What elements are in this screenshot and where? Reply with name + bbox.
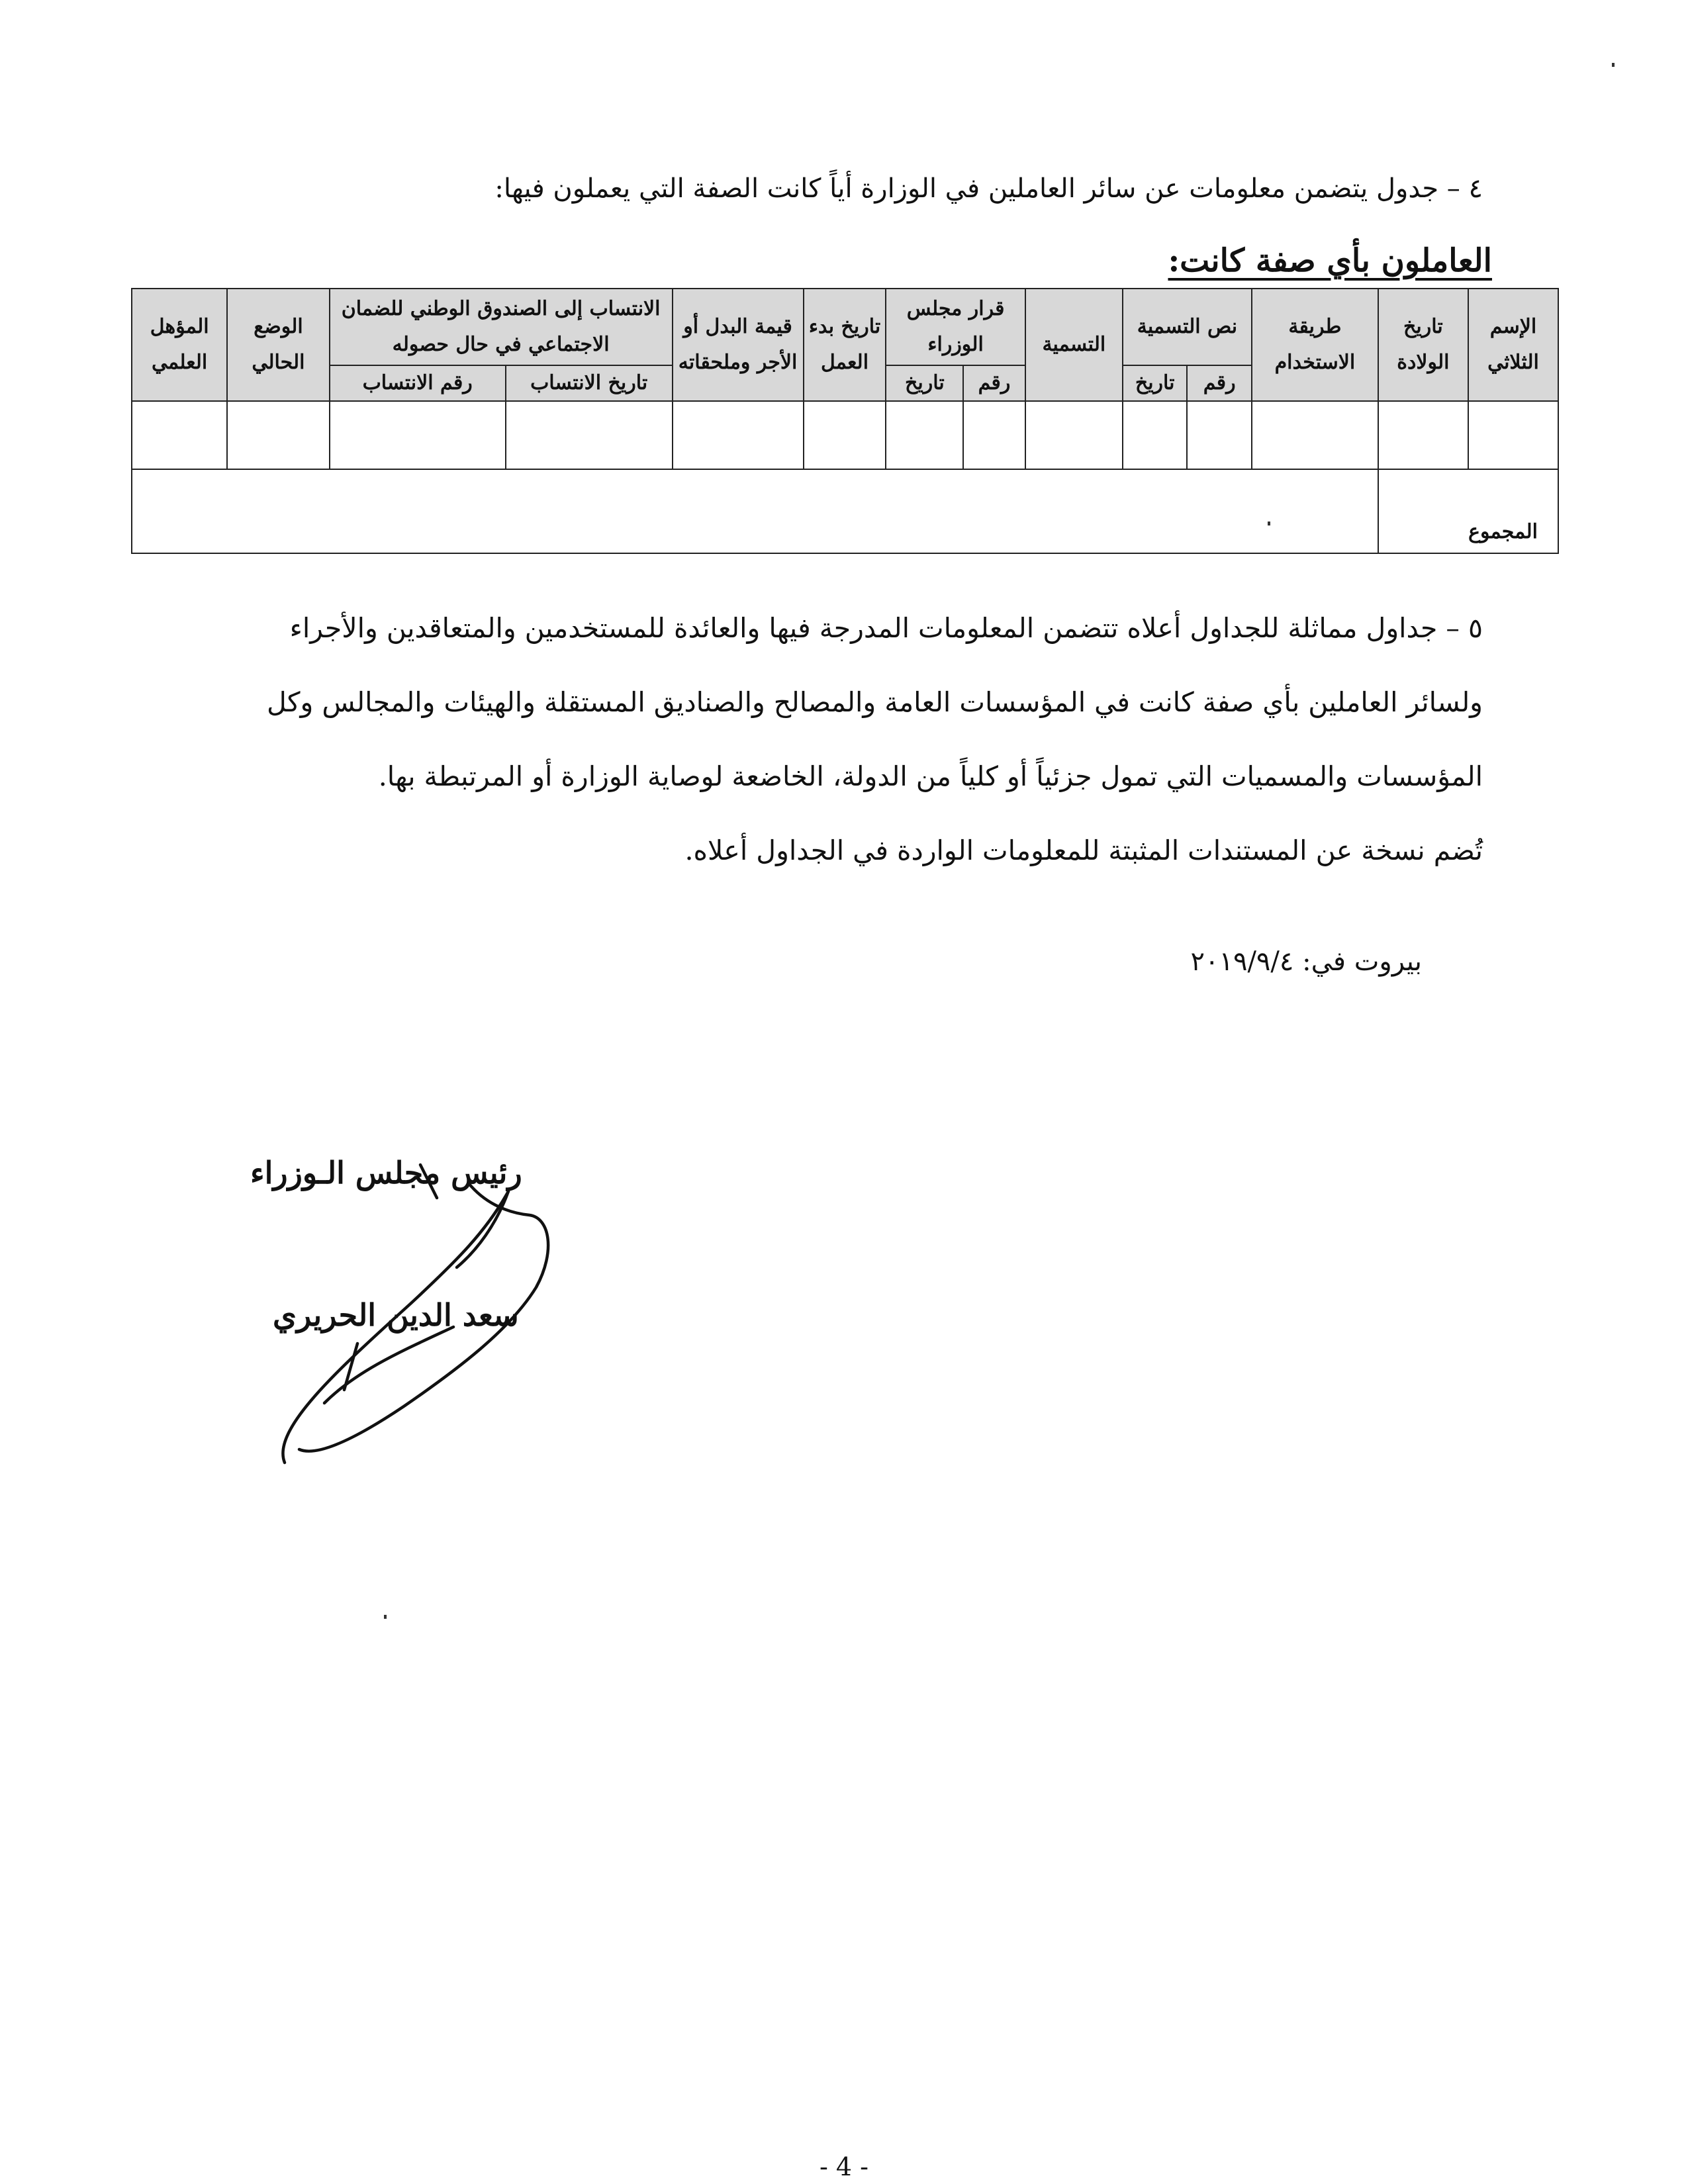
header-allowance: قيمة البدل أو الأجر وملحقاته [673,289,804,401]
table-cell [673,401,804,469]
paragraph-5 [146,591,1483,887]
paragraph-5-line: ٥ – جداول مماثلة للجداول أعلاه تتضمن المعلومات المدرجة فيها والعائدة للمستخدمين والمتعاقدين والأجراء [289,612,1483,644]
table-cell [804,401,886,469]
table-cell [1025,401,1123,469]
table-cell [132,401,227,469]
scan-speck [1268,522,1270,525]
intro-line: ٤ – جدول يتضمن معلومات عن سائر العاملين في الوزارة أياً كانت الصفة التي يعملون فيها: [494,173,1483,204]
header-qualification: المؤهل العلمي [132,289,227,401]
scan-speck [384,1615,387,1619]
signatory-name: سعد الدين الحريري [273,1297,519,1333]
table-cell [1378,401,1468,469]
table-cell [886,401,963,469]
header-title: التسمية [1025,289,1123,401]
table-cell [1123,401,1188,469]
page-number: - 4 - [819,2152,868,2181]
paragraph-5-line: المؤسسات والمسميات التي تمول جزئياً أو كلياً من الدولة، الخاضعة لوصاية الوزارة أو المرتبطة بها. [378,760,1483,792]
date-line: بيروت في: ٢٠١٩/٩/٤ [1190,946,1422,977]
header-council-decision: قرار مجلس الوزراء [886,289,1025,365]
header-nssf-number: رقم الانتساب [330,365,506,401]
header-appointment-text: نص التسمية [1123,289,1252,365]
table-cell [963,401,1025,469]
header-current-status: الوضع الحالي [227,289,329,401]
header-nssf-date: تاريخ الانتساب [506,365,673,401]
paragraph-5-line: ولسائر العاملين بأي صفة كانت في المؤسسات العامة والمصالح والصناديق المستقلة والهيئات والمجالس وكل [266,686,1483,718]
table-cell [1187,401,1251,469]
handwritten-signature [258,1152,602,1469]
header-full-name: الإسم الثلاثي [1468,289,1558,401]
table-cell [1252,401,1378,469]
header-appointment-number: رقم [1187,365,1251,401]
total-value-cell [132,469,1378,553]
scan-speck [1612,63,1615,67]
header-employment-method: طريقة الاستخدام [1252,289,1378,401]
header-nssf: الانتساب إلى الصندوق الوطني للضمان الاجتماعي في حال حصوله [330,289,673,365]
table-cell [227,401,329,469]
table-cell [1468,401,1558,469]
header-start-date: تاريخ بدء العمل [804,289,886,401]
table-cell [506,401,673,469]
signatory-title: رئيس مجلس الـوزراء [250,1155,522,1191]
table-row [132,401,1558,469]
table-cell [330,401,506,469]
header-appointment-date: تاريخ [1123,365,1188,401]
table-title: العاملون بأي صفة كانت: [1168,242,1492,279]
total-row [132,469,1558,553]
header-birth-date: تاريخ الولادة [1378,289,1468,401]
staff-table [131,288,1559,554]
header-council-date: تاريخ [886,365,963,401]
paragraph-5-line: تُضم نسخة عن المستندات المثبتة للمعلومات الواردة في الجداول أعلاه. [684,835,1483,866]
header-council-number: رقم [963,365,1025,401]
total-label: المجموع [1378,469,1558,553]
